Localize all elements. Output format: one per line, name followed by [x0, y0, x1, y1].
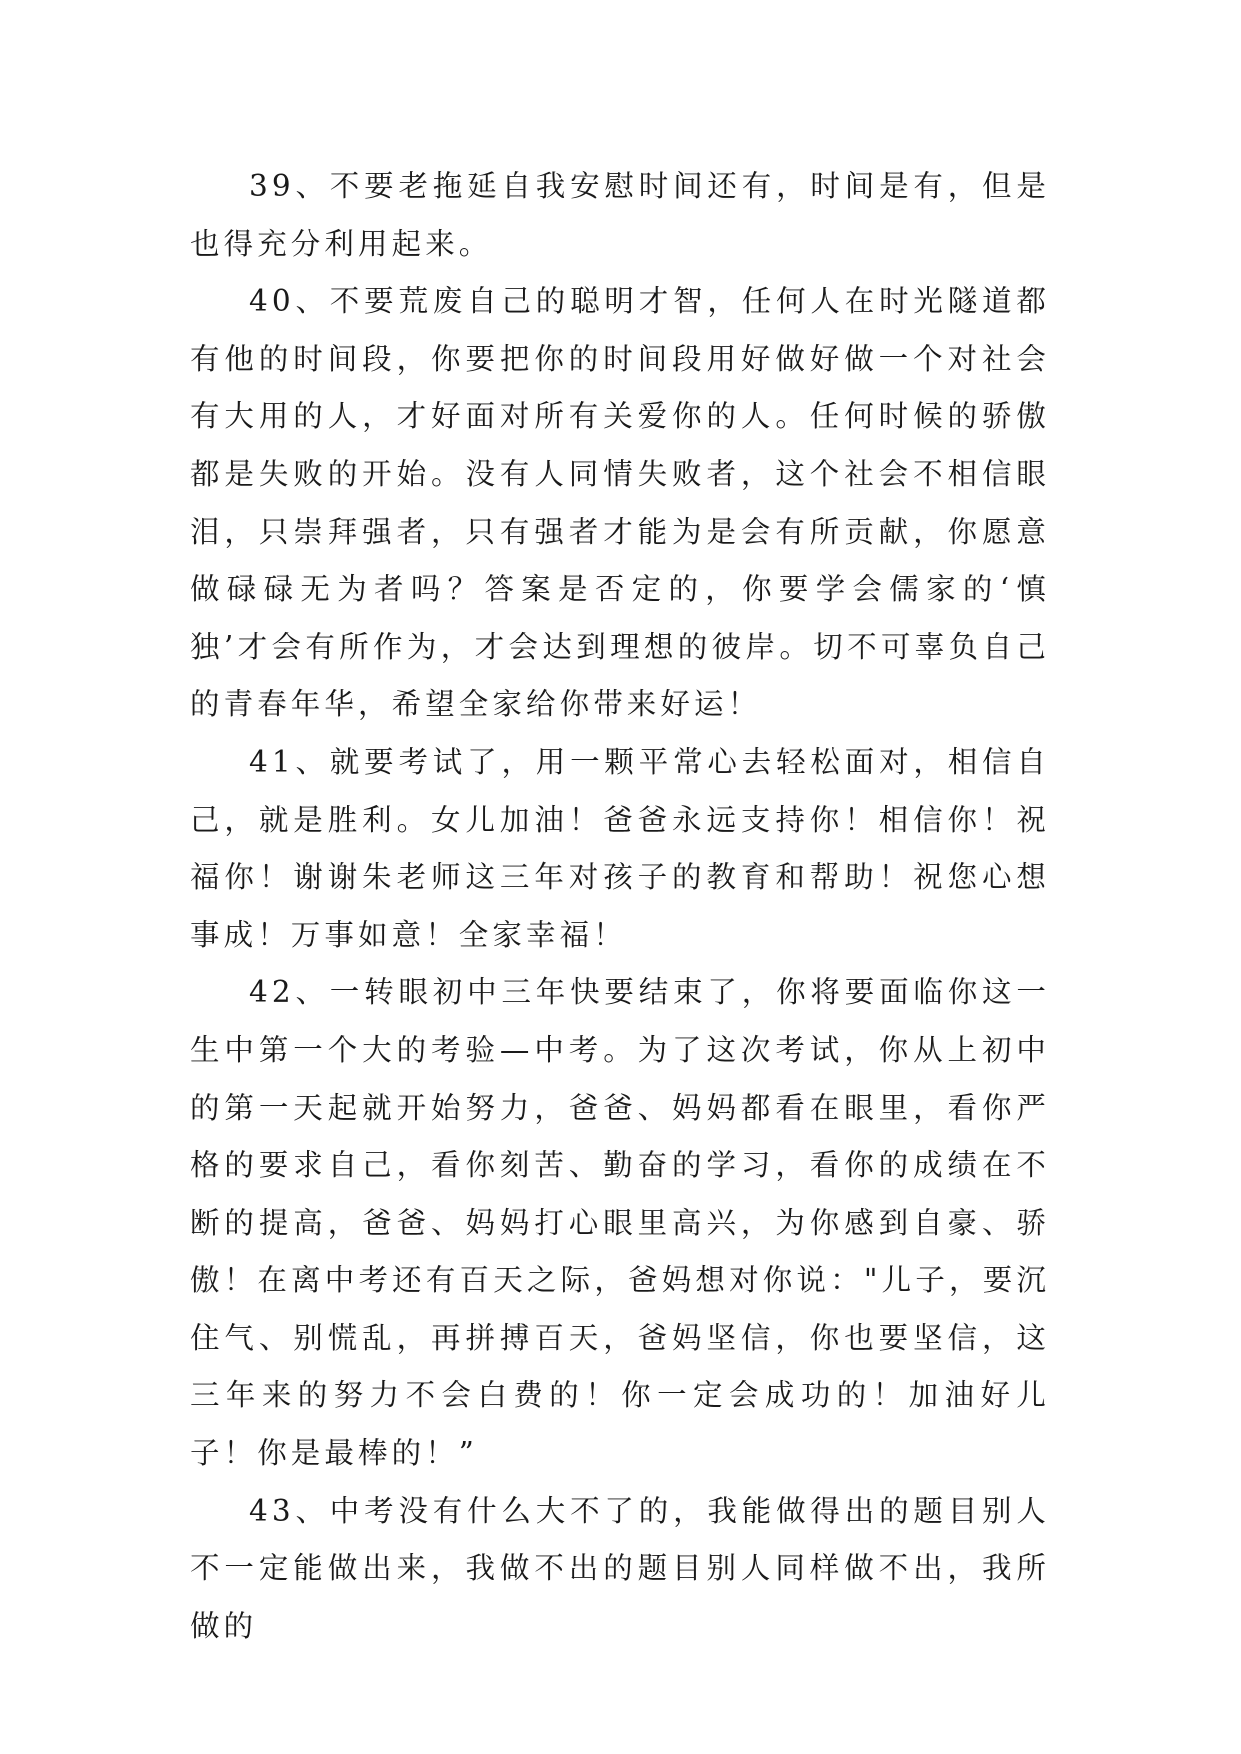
paragraph-42: 42、一转眼初中三年快要结束了，你将要面临你这一生中第一个大的考验—中考。为了这次考试，你从上初中的第一天起就开始努力，爸爸、妈妈都看在眼里，看你严格的要求自己，看你刻苦、勤奋的学习，看你的成绩在不断的提高，爸爸、妈妈打心眼里高兴，为你感到自豪、骄傲！在离中考还有百天之际，爸妈想对你说："儿子，要沉住气、别慌乱，再拼搏百天，爸妈坚信，你也要坚信，这三年来的努力不会白费的！你一定会成功的！加油好儿子！你是最棒的！” — [190, 975, 1050, 1471]
paragraph-39: 39、不要老拖延自我安慰时间还有，时间是有，但是也得充分利用起来。 — [190, 169, 1050, 261]
paragraph-41: 41、就要考试了，用一颗平常心去轻松面对，相信自己，就是胜利。女儿加油！爸爸永远支持你！相信你！祝福你！谢谢朱老师这三年对孩子的教育和帮助！祝您心想事成！万事如意！全家幸福！ — [190, 744, 1050, 952]
document-body — [190, 158, 1050, 1655]
paragraph-40: 40、不要荒废自己的聪明才智，任何人在时光隧道都有他的时间段，你要把你的时间段用好做好做一个对社会有大用的人，才好面对所有关爱你的人。任何时候的骄傲都是失败的开始。没有人同情失败者，这个社会不相信眼泪，只崇拜强者，只有强者才能为是会有所贡献，你愿意做碌碌无为者吗？答案是否定的，你要学会儒家的‘慎独’才会有所作为，才会达到理想的彼岸。切不可辜负自己的青春年华，希望全家给你带来好运！ — [190, 284, 1050, 722]
paragraph-43: 43、中考没有什么大不了的，我能做得出的题目别人不一定能做出来，我做不出的题目别人同样做不出，我所做的 — [190, 1493, 1050, 1643]
